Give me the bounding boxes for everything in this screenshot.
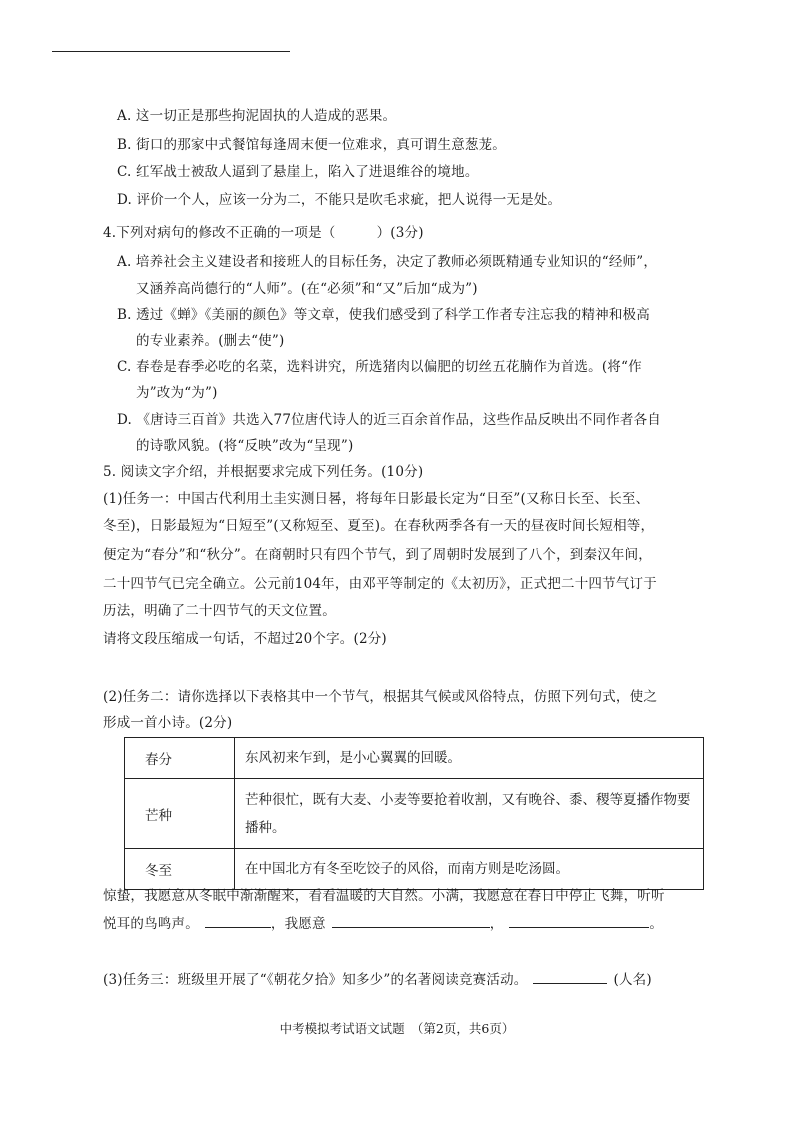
q4-option-a-line2: 又涵养高尚德行的“人师”。(在“必须”和“又”后加“成为”)	[136, 281, 478, 297]
term-cell: 冬至	[125, 849, 235, 890]
q3-option-d: D. 评价一个人，应该一分为二，不能只是吹毛求疵，把人说得一无是处。	[117, 192, 562, 208]
q3-option-a: A. 这一切正是那些拘泥固执的人造成的恶果。	[117, 108, 397, 124]
poem-text: ，我愿意	[270, 916, 326, 932]
q3-option-c: C. 红军战士被敌人逼到了悬崖上，陷入了进退维谷的境地。	[117, 164, 479, 180]
description-cell: 在中国北方有冬至吃饺子的风俗，而南方则是吃汤圆。	[235, 849, 704, 890]
term-cell: 芒种	[125, 779, 235, 849]
table-row	[125, 849, 704, 890]
task1-line2: 冬至)，日影最短为“日短至”(又称短至、夏至)。在春秋两季各有一天的昼夜时间长短相等，	[103, 518, 655, 534]
task1-instruction: 请将文段压缩成一句话，不超过20个字。(2分)	[103, 631, 387, 647]
answer-blank[interactable]	[332, 914, 490, 928]
poem-text: 。	[649, 916, 664, 932]
task3-line	[103, 970, 652, 989]
term-cell: 春分	[125, 738, 235, 779]
poem-text: 悦耳的鸟鸣声。	[103, 916, 199, 932]
task3-suffix: (人名)	[613, 972, 652, 988]
poem-text: ，	[489, 916, 504, 932]
solar-terms-table	[124, 737, 704, 890]
description-cell: 东风初来乍到，是小心翼翼的回暖。	[235, 738, 704, 779]
q4-stem: 4.下列对病句的修改不正确的一项是（ ）(3分)	[103, 225, 424, 241]
task1-line1: (1)任务一：中国古代利用土圭实测日晷，将每年日影最长定为“日至”(又称日长至、长至、	[103, 491, 650, 507]
q4-option-b-line1: B. 透过《蝉》《美丽的颜色》等文章，使我们感受到了科学工作者专注忘我的精神和极高	[117, 307, 650, 323]
q4-option-d-line2: 的诗歌风貌。(将“反映”改为“呈现”)	[136, 438, 354, 454]
task3-text: (3)任务三：班级里开展了“《朝花夕拾》知多少”的名著阅读竞赛活动。	[103, 972, 528, 988]
task1-line3: 便定为“春分”和“秋分”。在商朝时只有四个节气，到了周朝时发展到了八个，到秦汉年间，	[103, 547, 653, 563]
answer-blank[interactable]	[205, 914, 271, 928]
q4-option-b-line2: 的专业素养。(删去“使”)	[136, 333, 285, 349]
poem-line1: 惊蛰，我愿意从冬眠中渐渐醒来，看看温暖的大自然。小满，我愿意在春日中停止飞舞，听听	[103, 888, 665, 904]
q5-stem: 5. 阅读文字介绍，并根据要求完成下列任务。(10分)	[103, 464, 424, 480]
q4-option-c-line1: C. 春卷是春季必吃的名菜，选料讲究，所选猪肉以偏肥的切丝五花腩作为首选。(将“作	[117, 359, 642, 375]
q3-option-b: B. 街口的那家中式餐馆每逢周末便一位难求，真可谓生意葱茏。	[117, 137, 507, 153]
answer-blank[interactable]	[533, 970, 607, 984]
answer-blank[interactable]	[509, 914, 649, 928]
header-rule	[52, 51, 290, 52]
poem-line2	[103, 914, 663, 933]
task1-line4: 二十四节气已完全确立。公元前104年，由邓平等制定的《太初历》，正式把二十四节气订于	[103, 576, 657, 592]
task2-line2: 形成一首小诗。(2分)	[103, 715, 233, 731]
table-row	[125, 738, 704, 779]
q4-option-c-line2: 为”改为“为”)	[136, 385, 218, 401]
task1-line5: 历法，明确了二十四节气的天文位置。	[103, 603, 336, 619]
task2-line1: (2)任务二：请你选择以下表格其中一个节气，根据其气候或风俗特点，仿照下列句式，使之	[103, 689, 658, 705]
table-row	[125, 779, 704, 849]
q4-option-d-line1: D. 《唐诗三百首》共选入77位唐代诗人的近三百余首作品，这些作品反映出不同作者各自	[117, 412, 662, 428]
page-footer: 中考模拟考试语文试题 （第2页，共6页）	[279, 1021, 515, 1036]
q4-option-a-line1: A. 培养社会主义建设者和接班人的目标任务，决定了教师必须既精通专业知识的“经师”，	[117, 254, 658, 270]
description-cell: 芒种很忙，既有大麦、小麦等要抢着收割，又有晚谷、黍、稷等夏播作物要播种。	[235, 779, 704, 849]
